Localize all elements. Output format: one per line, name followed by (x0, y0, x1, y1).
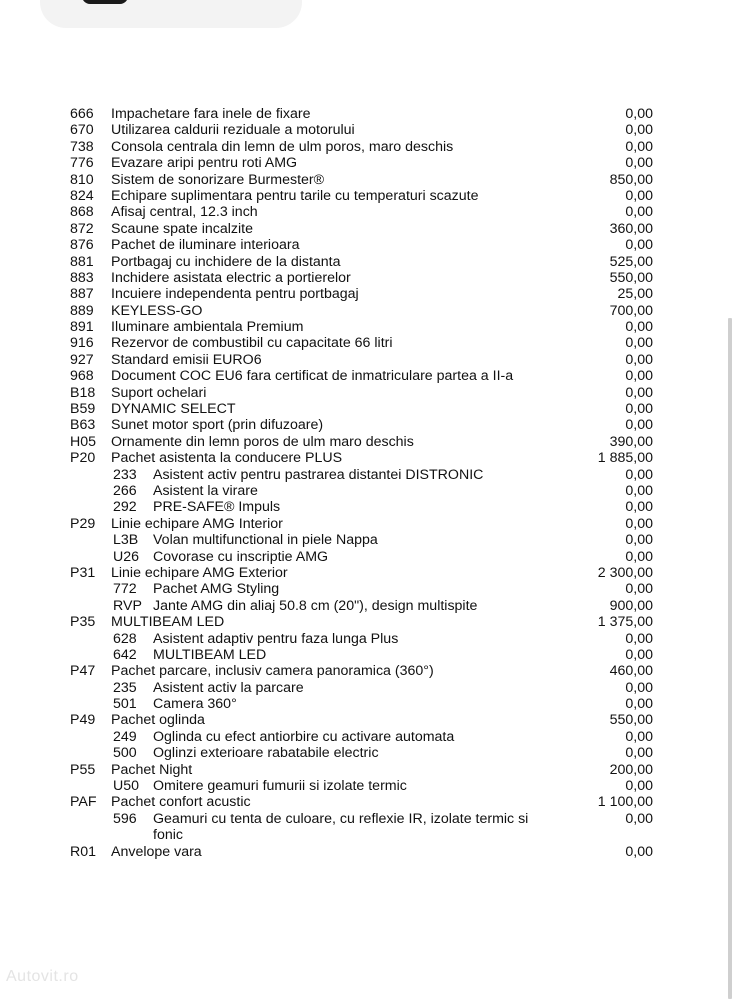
option-code: P47 (70, 663, 96, 680)
option-price: 0,00 (625, 417, 653, 434)
option-price: 850,00 (609, 171, 653, 188)
equipment-list (0, 106, 732, 860)
sub-line-item (0, 598, 732, 614)
sub-option-code: U26 (113, 548, 140, 565)
option-price: 0,00 (625, 351, 653, 368)
option-description: KEYLESS-GO (111, 302, 203, 319)
sub-option-description: Oglinda cu efect antiorbire cu activare automata (153, 728, 455, 745)
sub-line-item (0, 778, 732, 794)
sub-option-description: MULTIBEAM LED (153, 646, 267, 663)
line-item (0, 417, 732, 433)
sub-option-description: Asistent activ pentru pastrarea distantei DISTRONIC (153, 466, 484, 483)
sub-option-code: 596 (113, 810, 137, 827)
line-item (0, 401, 732, 417)
line-item (0, 106, 732, 122)
option-code: 670 (70, 122, 94, 139)
option-price: 390,00 (609, 433, 653, 450)
option-price: 0,00 (625, 548, 653, 565)
option-price: 0,00 (625, 581, 653, 598)
option-description: Evazare aripi pentru roti AMG (111, 155, 298, 172)
option-code: B18 (70, 384, 96, 401)
option-price: 0,00 (625, 482, 653, 499)
option-price: 0,00 (625, 155, 653, 172)
option-description: Scaune spate incalzite (111, 220, 253, 237)
sub-option-description: Pachet AMG Styling (153, 581, 280, 598)
option-price: 0,00 (625, 696, 653, 713)
option-price: 0,00 (625, 532, 653, 549)
sub-option-code: 266 (113, 482, 137, 499)
option-price: 0,00 (625, 335, 653, 352)
sub-option-description: PRE-SAFE® Impuls (153, 499, 281, 516)
line-item (0, 434, 732, 450)
option-code: 824 (70, 187, 94, 204)
option-price: 0,00 (625, 745, 653, 762)
sub-line-item (0, 696, 732, 712)
sub-line-item (0, 745, 732, 761)
sub-line-item (0, 811, 732, 844)
option-description: Sunet motor sport (prin difuzoare) (111, 417, 324, 434)
option-code: 776 (70, 155, 94, 172)
option-price: 0,00 (625, 187, 653, 204)
option-description: Portbagaj cu inchidere de la distanta (111, 253, 341, 270)
sub-option-code: 642 (113, 646, 137, 663)
option-price: 0,00 (625, 646, 653, 663)
sub-option-code: 233 (113, 466, 137, 483)
option-price: 0,00 (625, 515, 653, 532)
line-item (0, 188, 732, 204)
option-price: 200,00 (609, 761, 653, 778)
sub-option-code: 501 (113, 696, 137, 713)
option-price: 525,00 (609, 253, 653, 270)
option-price: 700,00 (609, 302, 653, 319)
line-item (0, 303, 732, 319)
option-price: 360,00 (609, 220, 653, 237)
line-item (0, 762, 732, 778)
sub-line-item (0, 532, 732, 548)
watermark: Autovit.ro (6, 968, 79, 985)
option-code: 666 (70, 106, 94, 122)
line-item (0, 204, 732, 220)
sub-option-code: U50 (113, 778, 140, 795)
sub-option-description: Geamuri cu tenta de culoare, cu reflexie IR, izolate termic si fonic (153, 810, 529, 844)
option-code: 891 (70, 319, 94, 336)
sub-line-item (0, 729, 732, 745)
option-price: 0,00 (625, 122, 653, 139)
sub-option-description: Covorase cu inscriptie AMG (153, 548, 329, 565)
sub-line-item (0, 467, 732, 483)
option-code: 916 (70, 335, 94, 352)
sub-option-description: Asistent la virare (153, 482, 258, 499)
option-price: 0,00 (625, 466, 653, 483)
sub-option-description: Asistent activ la parcare (153, 679, 304, 696)
option-code: 883 (70, 269, 94, 286)
option-description: Iluminare ambientala Premium (111, 319, 304, 336)
option-code: P29 (70, 515, 96, 532)
option-code: B59 (70, 401, 96, 418)
line-item (0, 319, 732, 335)
sub-line-item (0, 499, 732, 515)
line-item (0, 122, 732, 138)
option-code: 876 (70, 237, 94, 254)
option-price: 0,00 (625, 499, 653, 516)
option-description: Inchidere asistata electric a portierelor (111, 269, 351, 286)
sub-option-code: L3B (113, 532, 139, 549)
option-code: P20 (70, 450, 96, 467)
line-item (0, 155, 732, 171)
option-price: 1 100,00 (597, 794, 653, 811)
line-item (0, 450, 732, 466)
option-description: Sistem de sonorizare Burmester® (111, 171, 325, 188)
option-price: 25,00 (617, 286, 653, 303)
option-price: 0,00 (625, 384, 653, 401)
sub-line-item (0, 631, 732, 647)
option-description: Echipare suplimentara pentru tarile cu temperaturi scazute (111, 187, 479, 204)
option-description: Document COC EU6 fara certificat de inmatriculare partea a II-a (111, 368, 514, 385)
sub-option-code: RVP (113, 597, 142, 614)
option-description: Ornamente din lemn poros de ulm maro deschis (111, 433, 414, 450)
option-price: 900,00 (609, 597, 653, 614)
line-item (0, 335, 732, 351)
line-item (0, 368, 732, 384)
line-item (0, 352, 732, 368)
sub-line-item (0, 483, 732, 499)
option-description: Linie echipare AMG Interior (111, 515, 283, 532)
option-code: R01 (70, 843, 97, 860)
line-item (0, 844, 732, 860)
line-item (0, 565, 732, 581)
option-description: Pachet parcare, inclusiv camera panoramica (360°) (111, 663, 434, 680)
sub-option-description: Asistent adaptiv pentru faza lunga Plus (153, 630, 399, 647)
option-description: Afisaj central, 12.3 inch (111, 204, 258, 221)
option-description: Pachet Night (111, 761, 193, 778)
line-item (0, 270, 732, 286)
option-price: 0,00 (625, 204, 653, 221)
option-price: 0,00 (625, 319, 653, 336)
option-description: Utilizarea caldurii reziduale a motorului (111, 122, 355, 139)
line-item (0, 254, 732, 270)
top-pill (82, 0, 128, 4)
option-description: Anvelope vara (111, 843, 202, 860)
line-item (0, 139, 732, 155)
option-price: 0,00 (625, 843, 653, 860)
sub-option-code: 500 (113, 745, 137, 762)
scrollbar[interactable] (728, 318, 732, 999)
option-description: DYNAMIC SELECT (111, 401, 236, 418)
option-code: B63 (70, 417, 96, 434)
option-price: 0,00 (625, 138, 653, 155)
option-price: 0,00 (625, 679, 653, 696)
option-code: 868 (70, 204, 94, 221)
option-code: 872 (70, 220, 94, 237)
sub-option-description: Camera 360° (153, 696, 237, 713)
option-code: P55 (70, 761, 96, 778)
line-item (0, 516, 732, 532)
option-code: P31 (70, 564, 96, 581)
option-price: 0,00 (625, 630, 653, 647)
sub-line-item (0, 680, 732, 696)
sub-line-item (0, 581, 732, 597)
line-item (0, 385, 732, 401)
option-code: 927 (70, 351, 94, 368)
option-description: Consola centrala din lemn de ulm poros, maro deschis (111, 138, 454, 155)
sub-option-code: 235 (113, 679, 137, 696)
option-price: 460,00 (609, 663, 653, 680)
option-price: 0,00 (625, 237, 653, 254)
option-description: Pachet de iluminare interioara (111, 237, 300, 254)
option-price: 0,00 (625, 778, 653, 795)
scrollbar-thumb[interactable] (728, 318, 732, 999)
sub-option-description: Omitere geamuri fumurii si izolate termic (153, 778, 407, 795)
option-code: 810 (70, 171, 94, 188)
top-card (40, 0, 302, 28)
option-description: Pachet asistenta la conducere PLUS (111, 450, 343, 467)
option-price: 2 300,00 (597, 564, 653, 581)
line-item (0, 663, 732, 679)
option-description: Pachet oglinda (111, 712, 205, 729)
option-price: 0,00 (625, 401, 653, 418)
sub-line-item (0, 549, 732, 565)
sub-option-code: 772 (113, 581, 137, 598)
line-item (0, 221, 732, 237)
line-item (0, 237, 732, 253)
option-price: 0,00 (625, 106, 653, 122)
option-code: 881 (70, 253, 94, 270)
option-code: P49 (70, 712, 96, 729)
sub-option-description: Oglinzi exterioare rabatabile electric (153, 745, 379, 762)
option-code: 968 (70, 368, 94, 385)
option-price: 0,00 (625, 368, 653, 385)
option-description: Linie echipare AMG Exterior (111, 564, 288, 581)
option-price: 550,00 (609, 269, 653, 286)
line-item (0, 172, 732, 188)
option-code: 887 (70, 286, 94, 303)
option-description: Suport ochelari (111, 384, 207, 401)
option-code: P35 (70, 614, 96, 631)
sub-option-description: Volan multifunctional in piele Nappa (153, 532, 378, 549)
option-price: 0,00 (625, 728, 653, 745)
line-item (0, 286, 732, 302)
option-description: Rezervor de combustibil cu capacitate 66 litri (111, 335, 393, 352)
option-code: H05 (70, 433, 97, 450)
option-code: 889 (70, 302, 94, 319)
sub-option-code: 292 (113, 499, 137, 516)
option-price: 0,00 (625, 810, 653, 827)
option-description: Impachetare fara inele de fixare (111, 106, 311, 122)
option-description: Standard emisii EURO6 (111, 351, 262, 368)
option-price: 1 375,00 (597, 614, 653, 631)
option-price: 550,00 (609, 712, 653, 729)
option-code: 738 (70, 138, 94, 155)
sub-line-item (0, 647, 732, 663)
option-code: PAF (70, 794, 97, 811)
sub-option-code: 628 (113, 630, 137, 647)
option-price: 1 885,00 (597, 450, 653, 467)
sub-option-code: 249 (113, 728, 137, 745)
line-item (0, 614, 732, 630)
option-description: Pachet confort acustic (111, 794, 251, 811)
sub-option-description: Jante AMG din aliaj 50.8 cm (20"), design multispite (153, 597, 478, 614)
line-item (0, 794, 732, 810)
option-description: MULTIBEAM LED (111, 614, 225, 631)
line-item (0, 712, 732, 728)
option-description: Incuiere independenta pentru portbagaj (111, 286, 359, 303)
